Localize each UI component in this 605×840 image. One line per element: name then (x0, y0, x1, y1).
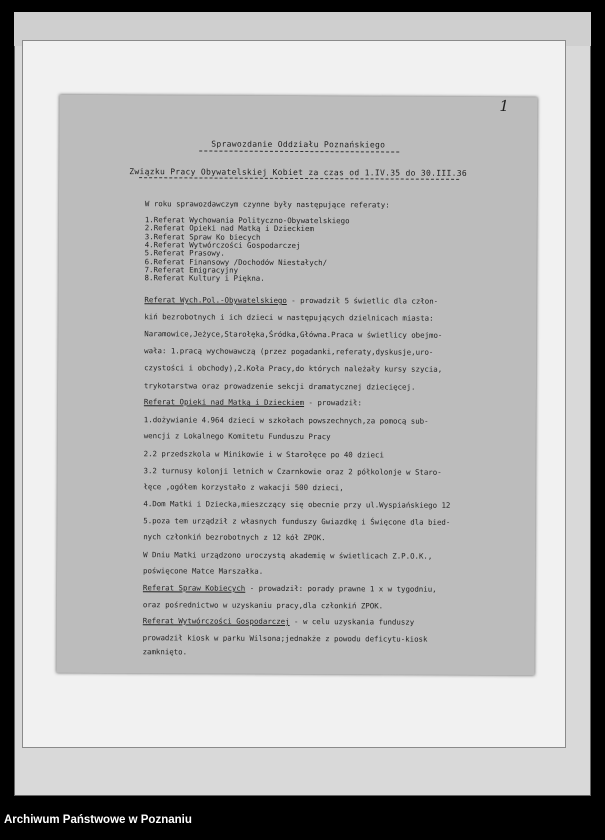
section-heading-line: Referat Wytwórczości Gospodarczej - w celu uzyskania funduszy (142, 616, 415, 627)
document-title-line-1: Sprawozdanie Oddziału Poznańskiego (211, 139, 386, 150)
body-text-line: oraz pośrednictwo w uzyskaniu pracy,dla członkiń ZPOK. (142, 600, 384, 611)
body-text-line: kiń bezrobotnych i ich dzieci w następujących dzielnicach miasta: (144, 312, 434, 323)
body-text-line: 5.poza tem urządził z własnych funduszy Gwiazdkę i Święcone dla bied- (143, 516, 451, 527)
referat-list-item: 1.Referat Wychowania Polityczno-Obywatelskiego (144, 215, 350, 226)
body-text-line: Naramowice,Jeżyce,Starołęka,Śródka,Główna.Praca w świetlicy obejmo- (144, 329, 443, 340)
body-text-line: poświęcone Matce Marszałka. (143, 566, 264, 576)
body-text-line: łęce ,ogółem korzystało z wakacji 500 dzieci, (143, 482, 344, 493)
section-heading-line: Referat Spraw Kobiecych - prowadził: porady prawne 1 x w tygodniu, (142, 583, 437, 594)
body-text-line: 1.dożywianie 4.964 dzieci w szkołach powszechnych,za pomocą sub- (143, 415, 429, 426)
referat-list-item: 3.Referat Spraw Ko biecych (144, 231, 261, 242)
section-heading-line: Referat Wych.Pol.-Obywatelskiego - prowadził 5 świetlic dla człon- (144, 295, 439, 306)
referat-list-item: 4.Referat Wytwórczości Gospodarczej (144, 240, 301, 250)
referat-list-item: 2.Referat Opieki nad Matką i Dzieckiem (144, 223, 314, 234)
archive-footer-label: Archiwum Państwowe w Poznaniu (4, 814, 192, 826)
body-text-line: zamknięto. (142, 647, 188, 657)
referat-list-item: 7.Referat Emigracyjny (144, 264, 239, 275)
body-text-line: 4.Dom Matki i Dziecka,mieszczący się obecnie przy ul.Wyspiańskiego 12 (143, 499, 451, 510)
body-text-line: prowadził kiosk w parku Wilsona;jednakże z powodu deficytu-kiosk (142, 633, 428, 644)
body-text-line: nych członkiń bezrobotnych z 12 kół ZPOK. (143, 532, 326, 543)
document-page (56, 95, 537, 675)
referat-list-item: 6.Referat Finansowy /Dochodów Niestałych/ (144, 256, 328, 267)
referat-list-item: 8.Referat Kultury i Piękna. (144, 273, 265, 283)
body-text-line: W Dniu Matki urządzono uroczystą akademię w świetlicach Z.P.O.K., (143, 550, 433, 561)
body-text-line: 3.2 turnusy kolonji letnich w Czarnkowie oraz 2 półkolonje w Staro- (143, 466, 442, 477)
page-number: 1 (499, 97, 510, 116)
body-text-line: trykotarstwa oraz prowadzenie sekcji dramatycznej dziecięcej. (143, 381, 416, 392)
document-title-line-2: Związku Pracy Obywatelskiej Kobiet za czas od 1.IV.35 do 30.III.36 (129, 167, 467, 178)
document-text-body (56, 95, 537, 675)
body-text-line: czystości i obchody),2.Koła Pracy,do których należały kursy szycia, (144, 363, 443, 374)
referat-list-item: 5.Referat Prasowy. (144, 248, 225, 258)
body-text-line: 2.2 przedszkola w Minikowie i w Starołęce po 40 dzieci (143, 449, 384, 460)
intro-text: W roku sprawozdawczym czynne były następujące referaty: (144, 199, 390, 210)
body-text-line: wała: 1.pracą wychowawczą (przez pogadanki,referaty,dyskusje,uro- (144, 346, 434, 357)
body-text-line: wencji z Lokalnego Komitetu Funduszu Pracy (143, 431, 331, 442)
section-heading-line: Referat Opieki nad Matką i Dzieckiem - prowadził: (143, 397, 362, 408)
